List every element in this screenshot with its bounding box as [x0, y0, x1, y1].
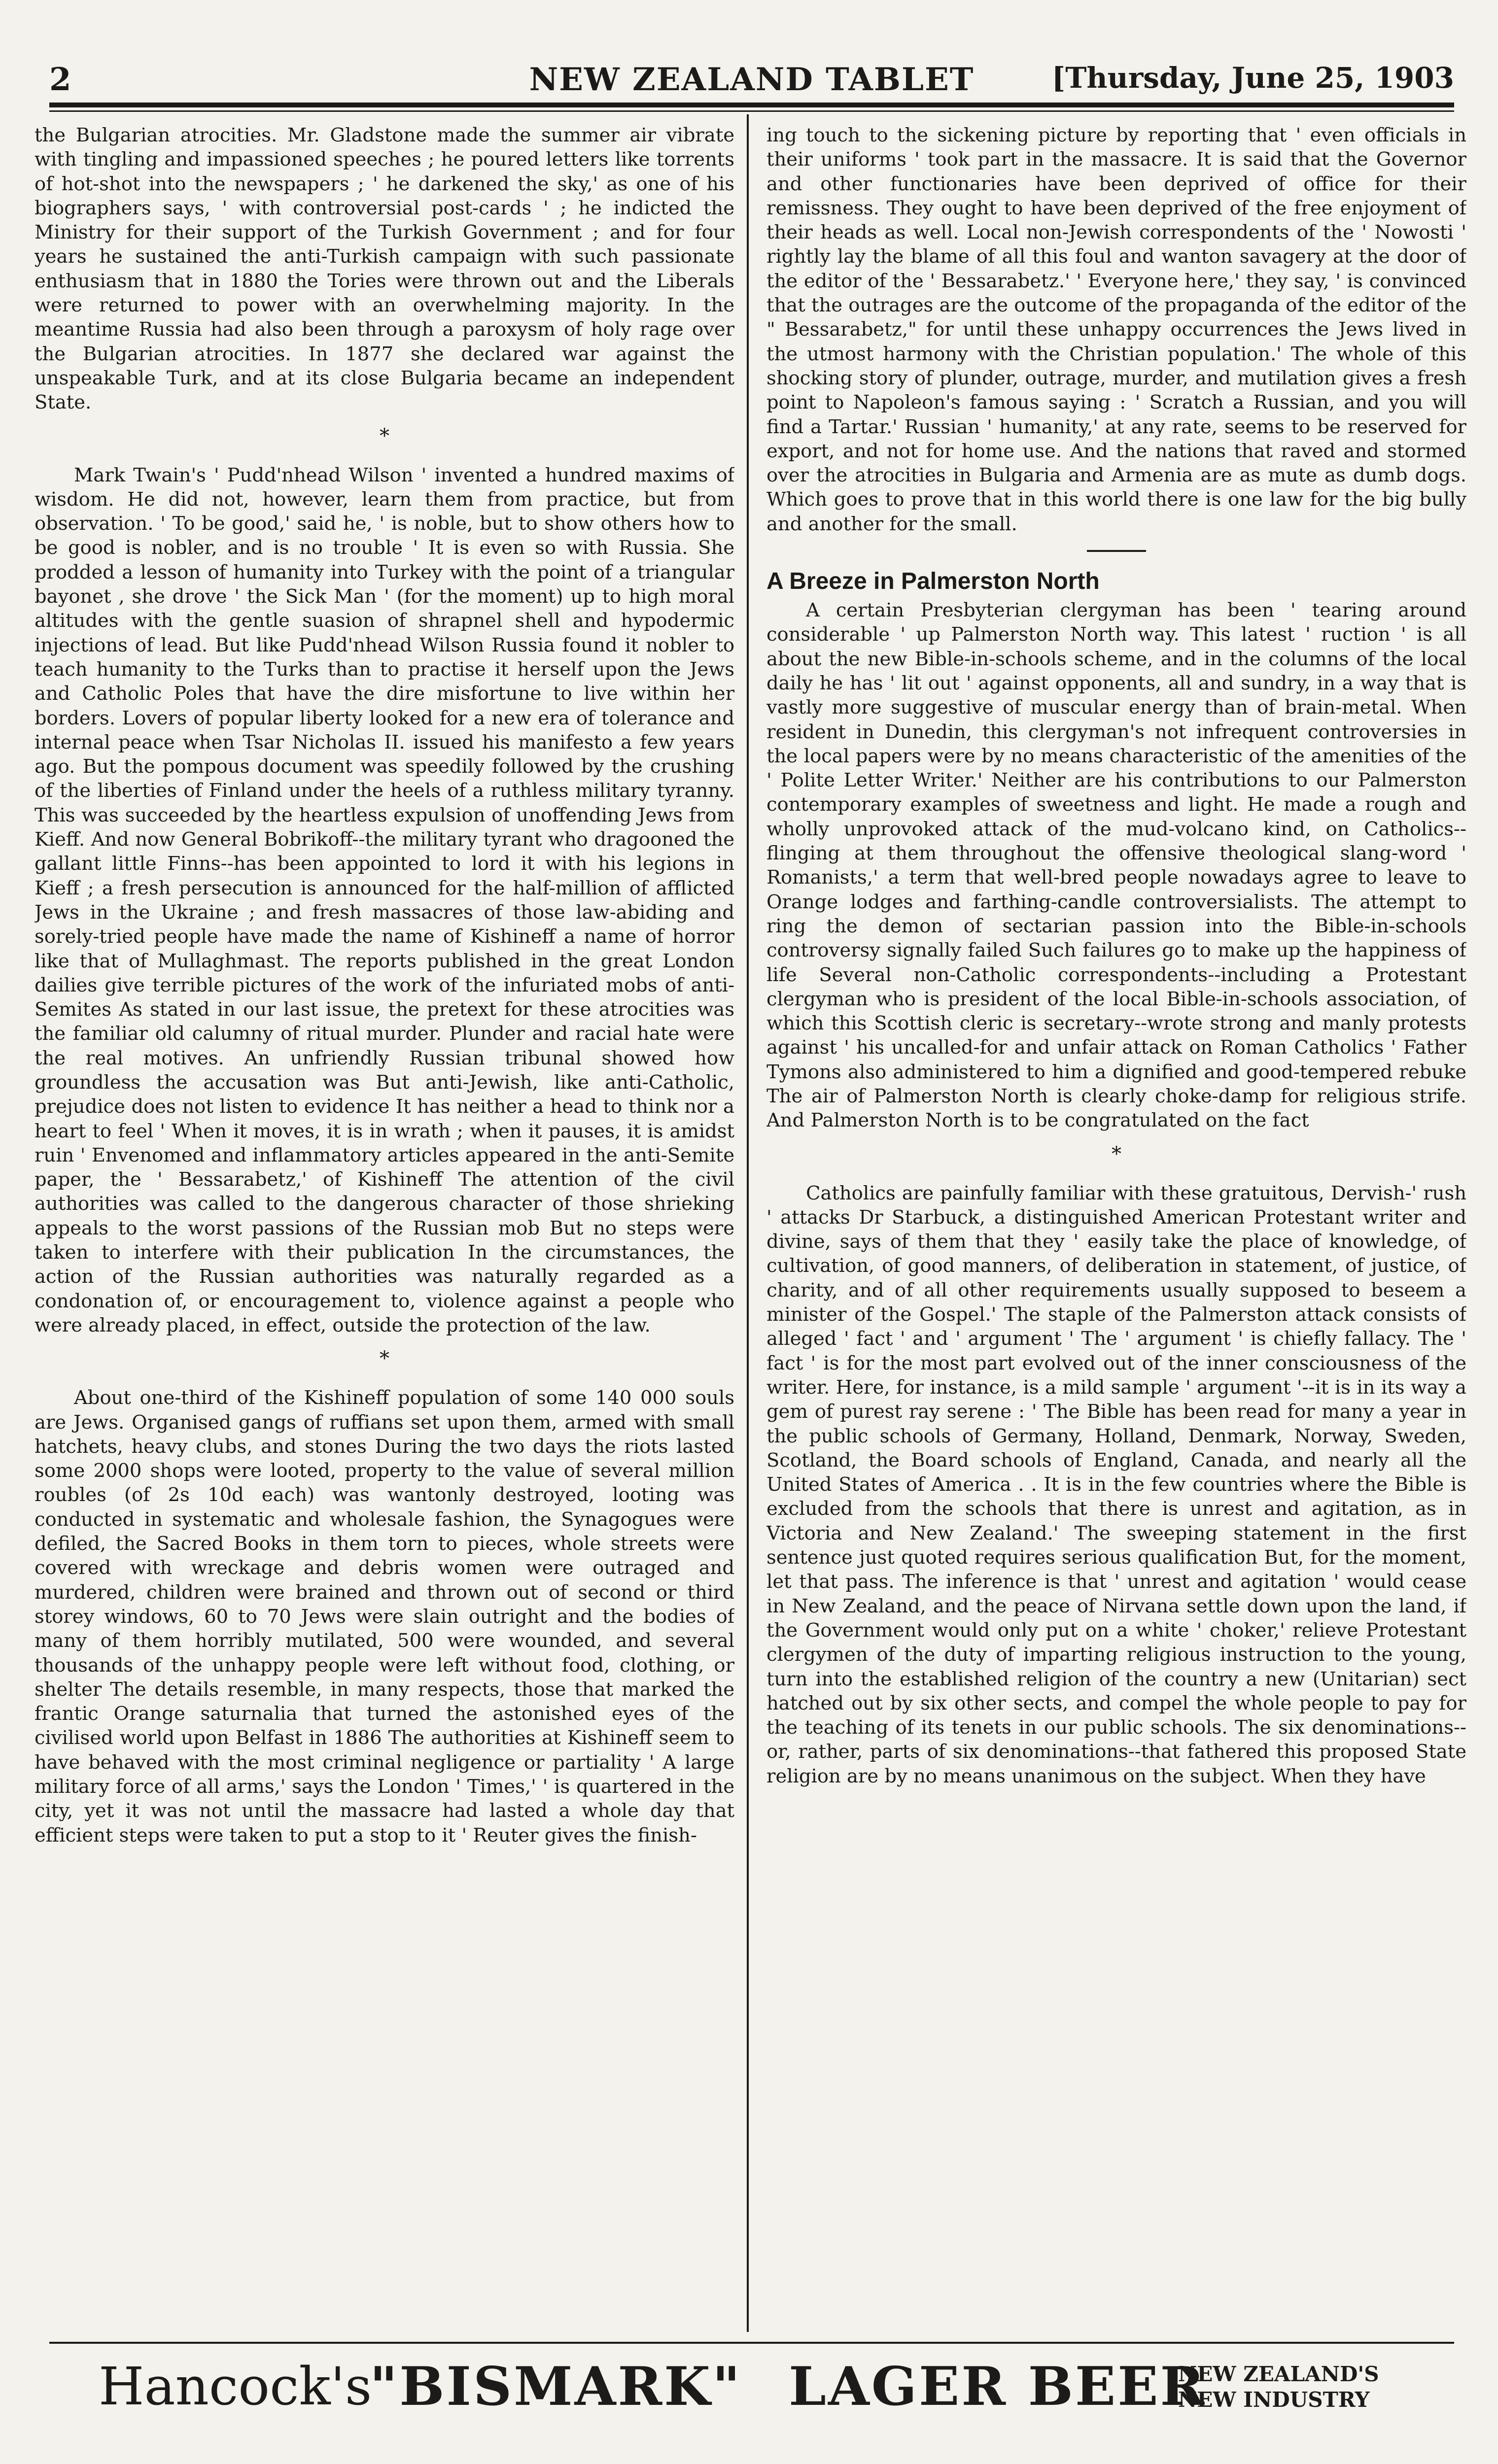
article-paragraph: Mark Twain's ' Pudd'nhead Wilson ' invented a hundred maxims of wisdom. He did not, however, learn them from practice, but from observation. ' To be good,' said he, ' is noble, but to show others how to be good is nobler, and is no trouble ' It is even so with Russia. She prodded a lesson of humanity into Turkey with the point of a triangular bayonet , she drove ' the Sick Man ' (for the moment) up to high moral altitudes with the gentle suasion of shrapnel shell and hypodermic injections of lead. But like Pudd'nhead Wilson Russia found it nobler to teach humanity to the Turks than to practise it herself upon the Jews and Catholic Poles that have the dire misfortune to live within her borders. Lovers of popular liberty looked for a new era of tolerance and internal peace when Tsar Nicholas II. issued his manifesto a few years ago. But the pompous document was speedily followed by the crushing of the liberties of Finland under the heels of a ruthless military tyranny. This was succeeded by the heartless expulsion of unoffending Jews from Kieff. And now General Bobrikoff--the military tyrant who dragooned the gallant little Finns--has been appointed to lord it with his legions in Kieff ; a fresh persecution is announced for the half-million of afflicted Jews in the Ukraine ; and fresh massacres of those law-abiding and sorely-tried people have made the name of Kishineff a name of horror like that of Mullaghmast. The reports published in the great London dailies give terrible pictures of the work of the infuriated mobs of anti-Semites As stated in our last issue, the pretext for these atrocities was the familiar old calumny of ritual murder. Plunder and racial hate were the real motives. An unfriendly Russian tribunal showed how groundless the accusation was But anti-Jewish, like anti-Catholic, prejudice does not listen to evidence It has neither a head to think nor a heart to feel ' When it moves, it is in wrath ; when it pauses, it is amidst ruin ' Envenomed and inflammatory articles appeared in the anti-Semite paper, the ' Bessarabetz,' of Kishineff The attention of the civil authorities was called to the dangerous character of those shrieking appeals to the worst passions of the Russian mob But no steps were taken to interfere with their publication In the circumstances, the action of the Russian authorities was naturally regarded as a condonation of, or encouragement to, violence against a people who were already placed, in effect, outside the protection of the law. [35, 464, 734, 1336]
section-separator: * [1112, 1142, 1121, 1165]
ad-product-type: LAGER BEER [789, 2356, 1207, 2418]
article-paragraph: Catholics are painfully familiar with these gratuitous, Dervish-' rush ' attacks Dr Starbuck, a distinguished American Protestant writer and divine, says of them that they ' easily take the place of knowledge, of cultivation, of good manners, of deliberation in statement, of justice, of charity, and of all other requirements usually supposed to beseem a minister of the Gospel.' The staple of the Palmerston attack consists of alleged ' fact ' and ' argument ' The ' argument ' is chiefly fallacy. The ' fact ' is for the most part evolved out of the inner consciousness of the writer. Here, for instance, is a mild sample ' argument '--it is in its way a gem of purest ray serene : ' The Bible has been read for many a year in the public schools of Germany, Holland, Denmark, Norway, Sweden, Scotland, the Board schools of England, Canada, and nearly all the United States of America . . It is in the few countries where the Bible is excluded from the schools that there is unrest and agitation, as in Victoria and New Zealand.' The sweeping statement in the first sentence just quoted requires serious qualification But, for the moment, let that pass. The inference is that ' unrest and agitation ' would cease in New Zealand, and the peace of Nirvana settle down upon the land, if the Government would only put on a white ' choker,' relieve Protestant clergymen of the duty of imparting religious instruction to the young, turn into the established religion of the country a new (Unitarian) sect hatched out by six other sects, and compel the whole people to pay for the teaching of its tenets in our public schools. The six denominations--or, rather, parts of six denominations--that fathered this proposed State religion are by no means unanimous on the subject. When they have [766, 1182, 1466, 1787]
page-number: 2 [49, 61, 71, 98]
header-rule-thick [49, 103, 1454, 107]
ad-product-name: "BISMARK" [370, 2356, 742, 2418]
advertisement-banner [49, 2350, 1454, 2429]
article-paragraph: the Bulgarian atrocities. Mr. Gladstone made the summer air vibrate with tingling and impassioned speeches ; he poured letters like torrents of hot-shot into the newspapers ; ' he darkened the sky,' as one of his biographers says, ' with controversial post-cards ' ; he indicted the Ministry for their support of the Turkish Government ; and for four years he sustained the anti-Turkish campaign with such passionate enthusiasm that in 1880 the Tories were thrown out and the Liberals were returned to power with an overwhelming majority. In the meantime Russia had also been through a paroxysm of holy rage over the Bulgarian atrocities. In 1877 she declared war against the unspeakable Turk, and at its close Bulgaria became an independent State. [35, 124, 734, 414]
section-rule [1087, 550, 1146, 552]
header-rule-thin [49, 110, 1454, 112]
article-heading: A Breeze in Palmerston North [766, 568, 1100, 595]
section-separator: * [380, 424, 389, 447]
article-paragraph: A certain Presbyterian clergyman has been ' tearing around considerable ' up Palmerston North way. This latest ' ruction ' is all about the new Bible-in-schools scheme, and in the columns of the local daily he has ' lit out ' against opponents, all and sundry, in a way that is vastly more suggestive of muscular energy than of brain-metal. When resident in Dunedin, this clergyman's not infrequent controversies in the local papers were by no means characteristic of the amenities of the ' Polite Letter Writer.' Neither are his contributions to our Palmerston contemporary examples of sweetness and light. He made a rough and wholly unprovoked attack of the mud-volcano kind, on Catholics--flinging at them throughout the offensive theological slang-word ' Romanists,' a term that well-bred people nowadays agree to leave to Orange lodges and farthing-candle controversialists. The attempt to ring the demon of sectarian passion into the Bible-in-schools controversy signally failed Such failures go to make up the happiness of life Several non-Catholic correspondents--including a Protestant clergyman who is president of the local Bible-in-schools association, of which this Scottish cleric is secretary--wrote strong and manly protests against ' his uncalled-for and unfair attack on Roman Catholics ' Father Tymons also administered to him a dignified and good-tempered rebuke The air of Palmerston North is clearly choke-damp for religious strife. And Palmerston North is to be congratulated on the fact [766, 599, 1466, 1132]
issue-date: [Thursday, June 25, 1903 [1051, 61, 1454, 95]
advertisement-rule [49, 2342, 1454, 2344]
article-paragraph: ing touch to the sickening picture by reporting that ' even officials in their uniforms ' took part in the massacre. It is said that the Governor and other functionaries have been deprived of office for their remissness. They ought to have been deprived of the free enjoyment of their heads as well. Local non-Jewish correspondents of the ' Nowosti ' rightly lay the blame of all this foul and wanton savagery at the door of the editor of the ' Bessarabetz.' ' Everyone here,' they say, ' is convinced that the outrages are the outcome of the propaganda of the editor of the " Bessarabetz," for until these unhappy occurrences the Jews lived in the utmost harmony with the Christian population.' The whole of this shocking story of plunder, outrage, murder, and mutilation gives a fresh point to Napoleon's famous saying : ' Scratch a Russian, and you will find a Tartar.' Russian ' humanity,' at any rate, seems to be reserved for export, and not for home use. And the nations that raved and stormed over the atrocities in Bulgaria and Armenia are as mute as dumb dogs. Which goes to prove that in this world there is one law for the big bully and another for the small. [766, 124, 1466, 535]
ad-tagline-line-1: NEW ZEALAND'S [1178, 2362, 1379, 2386]
ad-tagline [1178, 2361, 1379, 2413]
column-divider [747, 114, 749, 2332]
right-column [766, 123, 1466, 2331]
section-separator: * [380, 1347, 389, 1370]
article-paragraph: About one-third of the Kishineff population of some 140 000 souls are Jews. Organised gangs of ruffians set upon them, armed with small hatchets, heavy clubs, and stones During the two days the riots lasted some 2000 shops were looted, property to the value of several million roubles (of 2s 10d each) was wantonly destroyed, looting was conducted in systematic and wholesale fashion, the Synagogues were defiled, the Sacred Books in them torn to pieces, whole streets were covered with wreckage and debris women were outraged and murdered, children were brained and thrown out of second or third storey windows, 60 to 70 Jews were slain outright and the bodies of many of them horribly mutilated, 500 were wounded, and several thousands of the unhappy people were left without food, clothing, or shelter The details resemble, in many respects, those that marked the frantic Orange saturnalia that turned the astonished eyes of the civilised world upon Belfast in 1886 The authorities at Kishineff seem to have behaved with the most criminal negligence or partiality ' A large military force of all arms,' says the London ' Times,' ' is quartered in the city, yet it was not until the massacre had lasted a whole day that efficient steps were taken to put a stop to it ' Reuter gives the finish- [35, 1387, 734, 1847]
masthead-title: NEW ZEALAND TABLET [529, 61, 975, 98]
ad-tagline-line-2: NEW INDUSTRY [1178, 2388, 1370, 2412]
ad-brand: Hancock's [99, 2356, 372, 2417]
left-column [35, 123, 734, 2331]
